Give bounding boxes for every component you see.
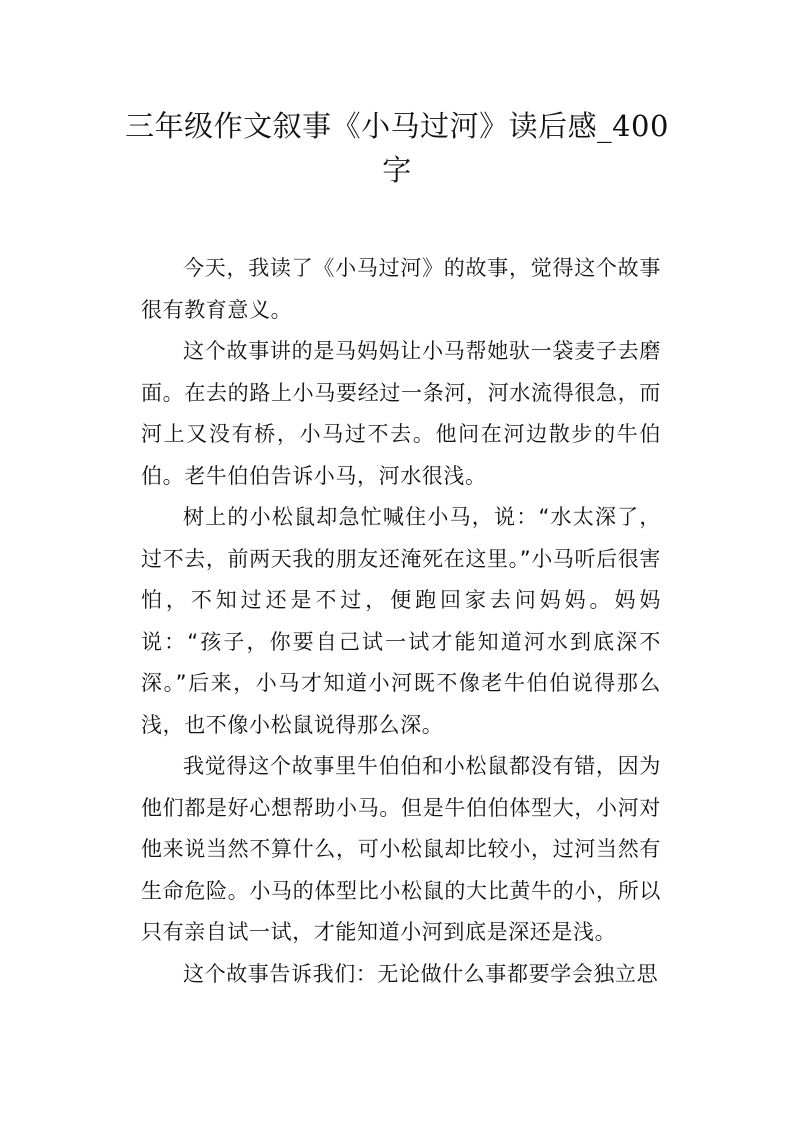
document-body: [141, 248, 661, 995]
paragraph-5: 这个故事告诉我们：无论做什么事都要学会独立思: [183, 961, 659, 986]
paragraph-2: 这个故事讲的是马妈妈让小马帮她驮一袋麦子去磨面。在去的路上小马要经过一条河，河水流得很急，而河上又没有桥，小马过不去。他问在河边散步的牛伯伯。老牛伯伯告诉小马，河水很浅。: [141, 339, 661, 488]
paragraph-3: 树上的小松鼠却急忙喊住小马，说：“水太深了，过不去，前两天我的朋友还淹死在这里。”小马听后很害怕，不知过还是不过，便跑回家去问妈妈。妈妈说：“孩子，你要自己试一试才能知道河水到底深不深。”后来，小马才知道小河既不像老牛伯伯说得那么浅，也不像小松鼠说得那么深。: [141, 505, 661, 737]
document-title: 三年级作文叙事《小马过河》读后感_400字: [125, 109, 669, 187]
paragraph-1: 今天，我读了《小马过河》的故事，觉得这个故事很有教育意义。: [141, 256, 661, 322]
paragraph-4: 我觉得这个故事里牛伯伯和小松鼠都没有错，因为他们都是好心想帮助小马。但是牛伯伯体型大，小河对他来说当然不算什么，可小松鼠却比较小，过河当然有生命危险。小马的体型比小松鼠的大比黄牛的小，所以只有亲自试一试，才能知道小河到底是深还是浅。: [141, 754, 661, 944]
